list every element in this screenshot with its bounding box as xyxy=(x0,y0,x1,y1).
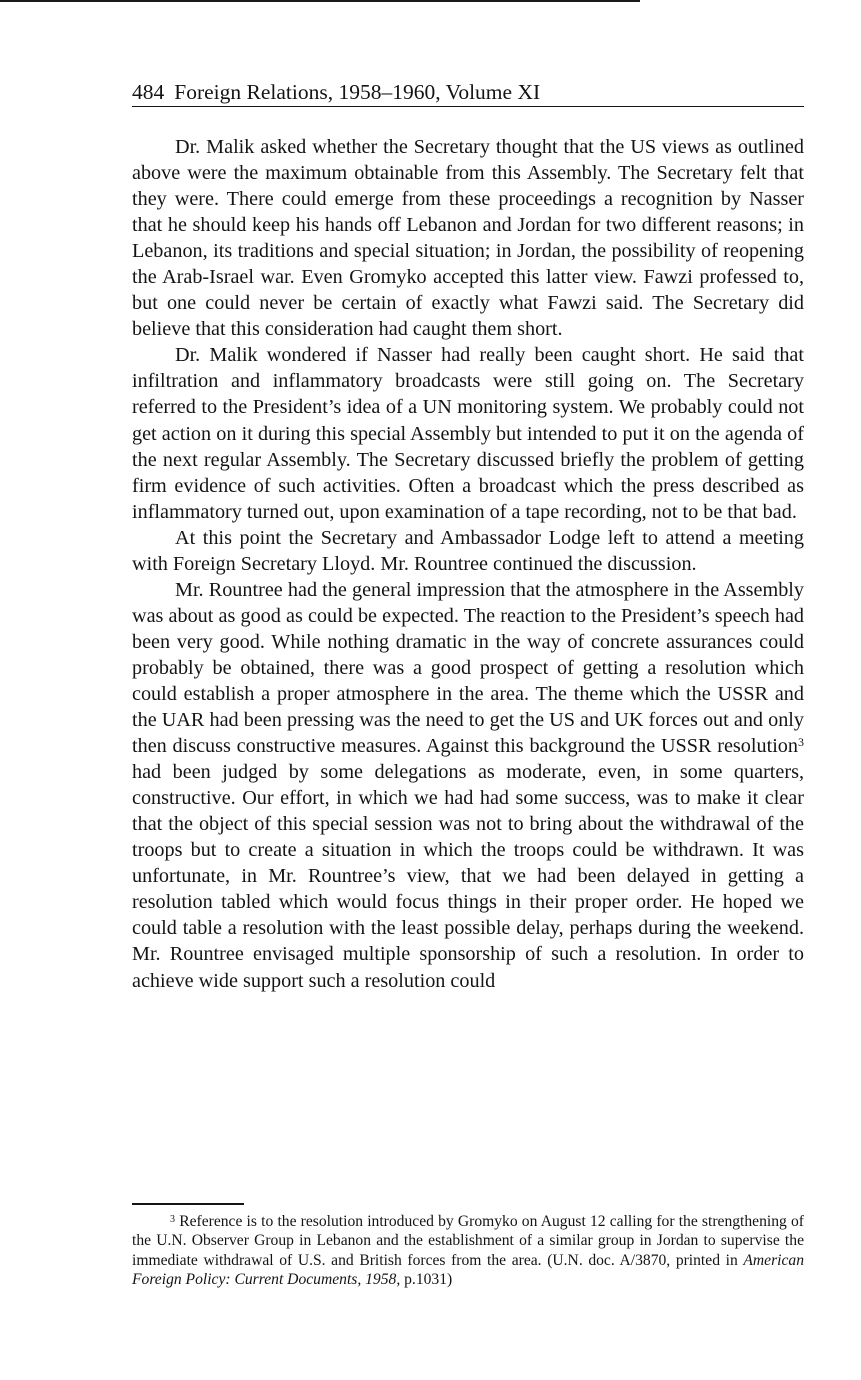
paragraph-3: At this point the Secretary and Ambassador Lodge left to attend a meeting with Foreign Secretary Lloyd. Mr. Rountree continued the discussion. xyxy=(132,526,804,575)
footnote-text: Reference is to the resolution introduced by Gromyko on August 12 calling for the strengthening of the U.N. Observer Group in Lebanon and the establishment of a similar group in Jordan to supervise the immediate withdrawal of U.S. and British forces from the area. (U.N. doc. A/3870, printed in xyxy=(132,1213,804,1269)
footnote-marker: 3 xyxy=(170,1214,175,1225)
footnote-citation-title: American Foreign Policy: Current Documents, 1958, xyxy=(132,1251,804,1288)
footnote-citation-page: p.1031) xyxy=(400,1270,453,1288)
paragraph-4 xyxy=(132,577,804,994)
paragraph-4-part-2: had been judged by some delegations as moderate, even, in some quarters, constructive. Our effort, in which we had had some success, was to make it clear that the object of this special session was not to bring about the withdrawal of the troops but to create a situation in which the troops could be withdrawn. It was unfortunate, in Mr. Rountree’s view, that we had been delayed in getting a resolution tabled which would focus things in their proper order. He hoped we could table a resolution with the least possible delay, perhaps during the weekend. Mr. Rountree envisaged multiple sponsorship of such a resolution. In order to achieve wide support such a resolution could xyxy=(132,761,804,992)
page-number: 484 xyxy=(132,80,165,104)
footnote-rule xyxy=(132,1203,244,1205)
paragraph-4-part-1: Mr. Rountree had the general impression that the atmosphere in the Assembly was about as good as could be expected. The reaction to the President’s speech had been very good. While nothing dramatic in the way of concrete assurances could probably be obtained, there was a good prospect of getting a resolution which could establish a proper atmosphere in the area. The theme which the USSR and the UAR had been pressing was the need to get the US and UK forces out and only then discuss constructive measures. Against this background the USSR resolution xyxy=(132,578,804,758)
top-edge-rule xyxy=(0,0,640,2)
footnote-3 xyxy=(132,1212,804,1289)
paragraph-2: Dr. Malik wondered if Nasser had really been caught short. He said that infiltration and inflammatory broadcasts were still going on. The Secretary referred to the President’s idea of a UN monitoring system. We probably could not get action on it during this special Assembly but intended to put it on the agenda of the next regular Assembly. The Secretary discussed briefly the problem of getting firm evidence of such activities. Often a broadcast which the press described as inflammatory turned out, upon examination of a tape recording, not to be that bad. xyxy=(132,344,804,523)
footnote-reference-3: 3 xyxy=(798,735,804,750)
paragraph-1: Dr. Malik asked whether the Secretary thought that the US views as outlined above were the maximum obtainable from this Assembly. The Secretary felt that they were. There could emerge from these proceedings a recognition by Nasser that he should keep his hands off Lebanon and Jordan for two different reasons; in Lebanon, its traditions and special situation; in Jordan, the possibility of reopening the Arab-Israel war. Even Gromyko accepted this latter view. Fawzi professed to, but one could never be certain of exactly what Fawzi said. The Secretary did believe that this consideration had caught them short. xyxy=(132,136,804,341)
body-text xyxy=(132,134,804,994)
running-title: Foreign Relations, 1958–1960, Volume XI xyxy=(174,80,541,104)
running-header xyxy=(132,78,804,107)
